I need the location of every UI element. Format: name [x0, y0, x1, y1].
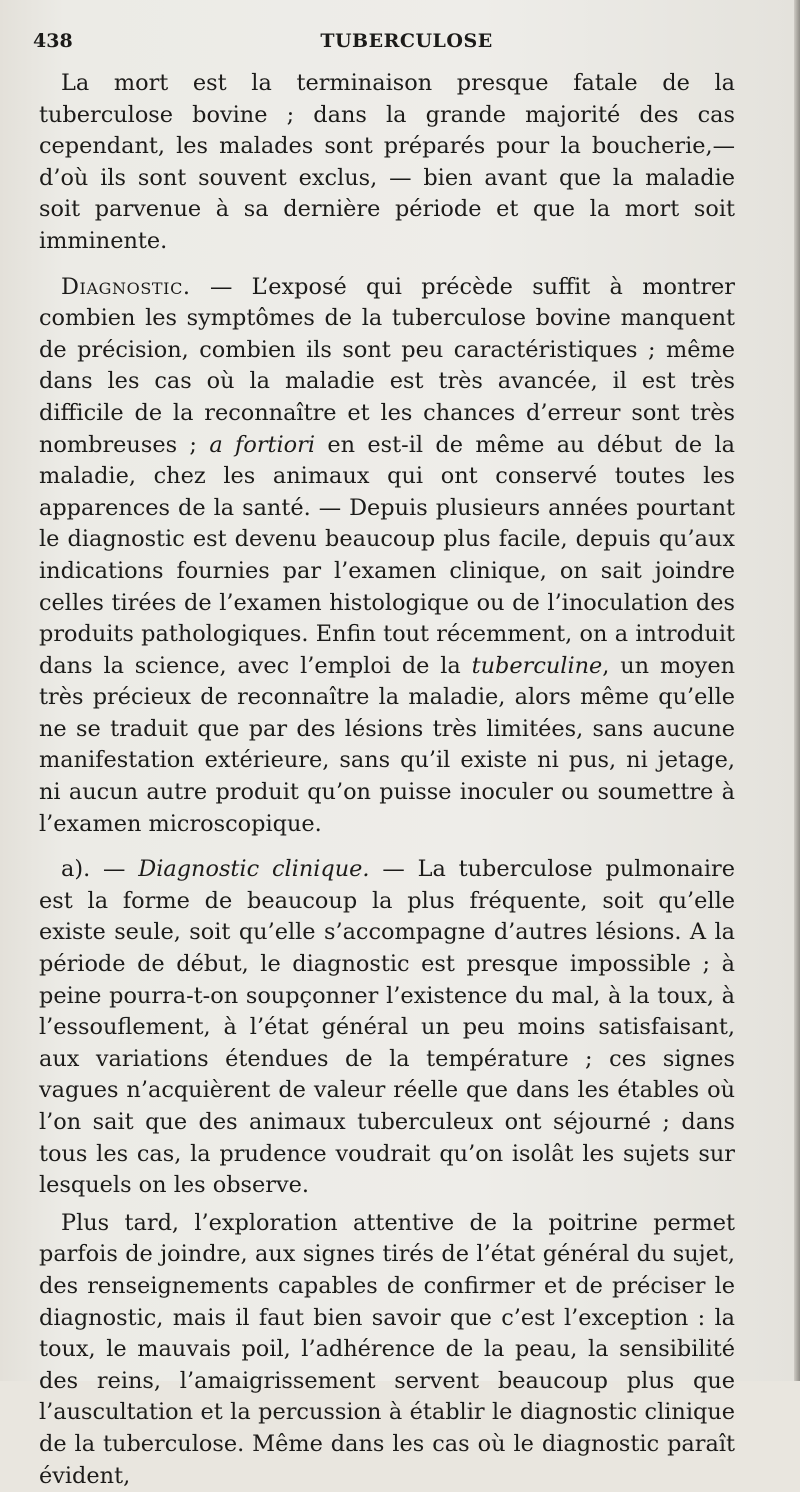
- subsection-heading: Diagnostic clinique.: [138, 856, 370, 883]
- paragraph-text: , un moyen très précieux de reconnaître la maladie, alors même qu’elle ne se traduit que par des lésions très limitées, sans aucune manifestation extérieure, sans qu’il existe ni pus, ni jetage, ni aucun autre produit qu’on puisse inoculer ou soumettre à l’examen microscopique.: [39, 652, 735, 837]
- body-text: [39, 68, 735, 1492]
- italic-term: tuberculine: [471, 652, 603, 679]
- paragraph-text: — La tuberculose pulmonaire est la forme de beaucoup la plus fréquente, soit qu’elle existe seule, soit qu’elle s’accompagne d’autres lésions. A la période de début, le diagnostic est presque impossible ; à peine pourra-t-on soupçonner l’existence du mal, à la toux, à l’essouflement, à l’état général un peu moins satisfaisant, aux variations étendues de la température ; ces signes vagues n’acquièrent de valeur réelle que dans les étables où l’on sait que des animaux tuberculeux ont séjourné ; dans tous les cas, la prudence voudrait qu’on isolât les sujets sur lesquels on les observe.: [39, 856, 735, 1199]
- paragraph-diagnostic-clinique: [39, 854, 735, 1202]
- paragraph-text: en est-il de même au début de la maladie, chez les animaux qui ont conservé toutes les apparences de la santé. — Depuis plusieurs années pourtant le diagnostic est devenu beaucoup plus facile, depuis qu’aux indications fournies par l’examen clinique, on sait joindre celles tirées de l’examen histologique ou de l’inoculation des produits pathologiques. Enfin tout récemment, on a introduit dans la science, avec l’emploi de la: [39, 431, 735, 679]
- paragraph-text: — L’exposé qui précède suffit à montrer combien les symptômes de la tuberculose bovine manquent de précision, combien ils sont peu caractéristiques ; même dans les cas où la maladie est très avancée, il est très difficile de la reconnaître et les chances d’erreur sont très nombreuses ;: [39, 273, 735, 458]
- paragraph-diagnostic: [39, 272, 735, 841]
- paragraph-text: La mort est la terminaison presque fatale de la tuberculose bovine ; dans la grande majorité des cas cependant, les malades sont préparés pour la boucherie,— d’où ils sont souvent exclus, — bien avant que la maladie soit parvenue à sa dernière période et que la mort soit imminente.: [39, 70, 735, 254]
- page-number: 438: [33, 30, 73, 52]
- running-title: TUBERCULOSE: [320, 30, 493, 52]
- paragraph-exploration: [39, 1208, 735, 1492]
- page-header: [33, 30, 740, 58]
- paragraph-text: Plus tard, l’exploration attentive de la poitrine permet parfois de joindre, aux signes tirés de l’état général du sujet, des renseignements capables de confirmer et de préciser le diagnostic, mais il faut bien savoir que c’est l’exception : la toux, le mauvais poil, l’adhérence de la peau, la sensibilité des reins, l’amaigrissement servent beaucoup plus que l’auscultation et la percussion à établir le diagnostic clinique de la tuberculose. Même dans les cas où le diagnostic paraît évident,: [39, 1209, 735, 1489]
- section-heading-diagnostic: Diagnostic.: [61, 273, 191, 300]
- paragraph-mortality: [39, 68, 735, 258]
- page-edge-shadow: [794, 0, 800, 1381]
- subsection-marker: a). —: [61, 856, 139, 883]
- italic-term: a fortiori: [209, 431, 316, 458]
